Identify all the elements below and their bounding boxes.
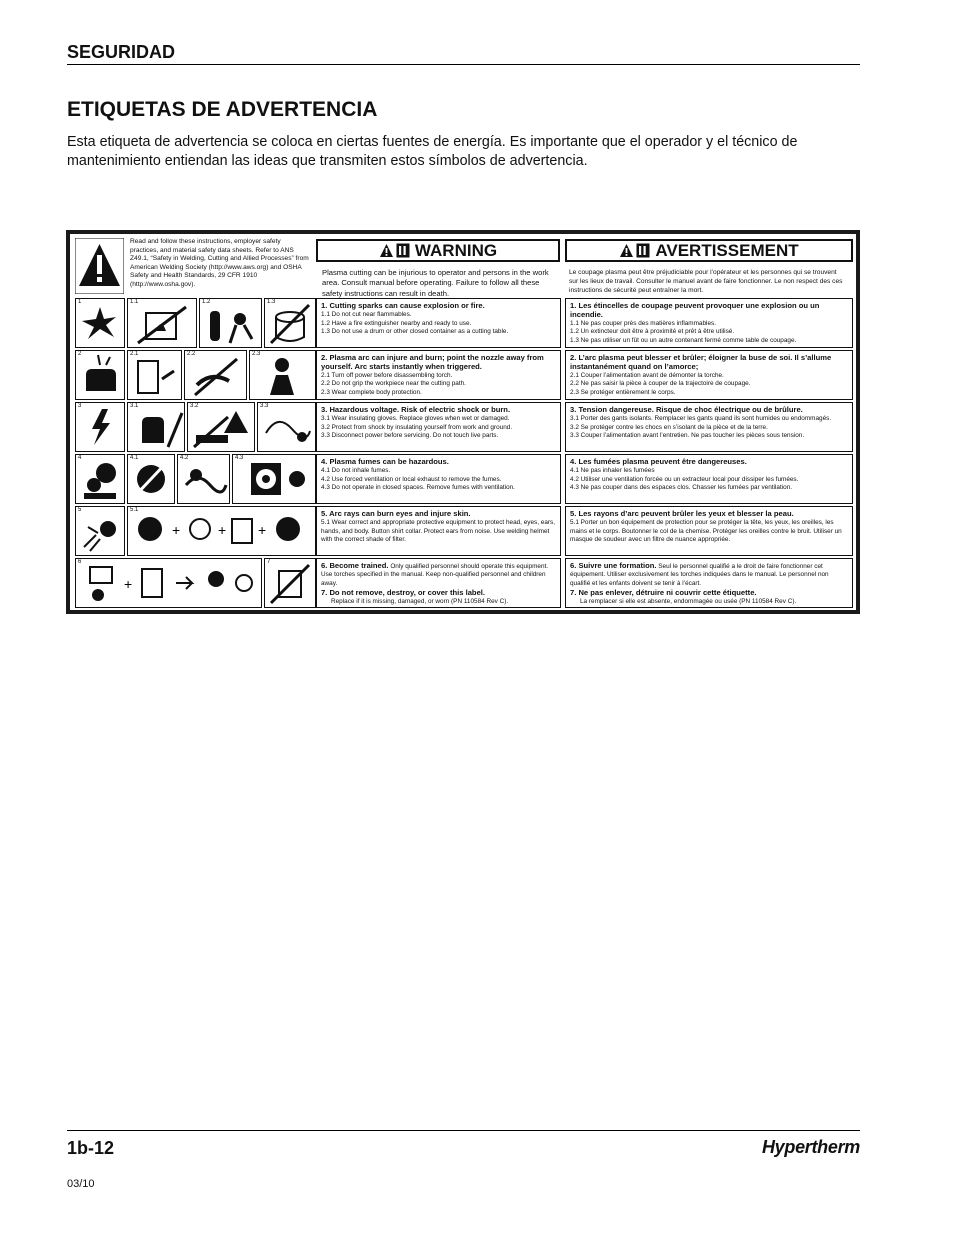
ventilation-icon <box>178 455 229 503</box>
warning-banner <box>316 239 560 262</box>
en-row-6: 6. Become trained. Only qualified personnel should operate this equipment. Use torches specified in the manual. Keep non-qualified personnel and children away. 7. Do not remove, destroy, or cover this label. Replace if it is missing, damaged, or worn (PN 110584 Rev C). <box>316 558 561 608</box>
no-remove-label-icon <box>265 559 315 607</box>
page-title: ETIQUETAS DE ADVERTENCIA <box>67 98 378 121</box>
en-row-4: 4. Plasma fumes can be hazardous. 4.1 Do not inhale fumes. 4.2 Use forced ventilation or local exhaust to remove the fumes. 4.3 Do not operate in closed spaces. Remove fumes with ventilation. <box>316 454 561 504</box>
pictogram-cell: 2.2 <box>184 350 247 400</box>
en-row-2: 2. Plasma arc can injure and burn; point the nozzle away from yourself. Arc starts instantly when triggered. 2.1 Turn off power before disassembling torch. 2.2 Do not grip the workpiece near the cutting path. 2.3 Wear complete body protection. <box>316 350 561 400</box>
brand-logo: Hypertherm <box>761 1137 860 1157</box>
pictogram-cell: 3.2 <box>187 402 255 452</box>
no-inhale-icon <box>128 455 174 503</box>
pictogram-row-6 <box>75 558 317 608</box>
protective-equipment-icon <box>128 507 315 555</box>
pictogram-cell: 1.2 <box>199 298 262 348</box>
explosion-icon <box>76 299 124 347</box>
fire-extinguisher-icon <box>200 299 261 347</box>
avertissement-symbols-icon <box>619 243 650 258</box>
pictogram-cell: 4.1 <box>127 454 175 504</box>
no-drum-icon <box>265 299 315 347</box>
header-rule <box>67 64 860 65</box>
arc-rays-icon <box>76 507 124 555</box>
pictogram-row-2 <box>75 350 317 400</box>
pictogram-cell: 5.1 + + + <box>127 506 316 556</box>
warning-triangle-icon <box>75 238 124 294</box>
no-grip-icon <box>185 351 246 399</box>
fr-row-1: 1. Les étincelles de coupage peuvent provoquer une explosion ou un incendie. 1.1 Ne pas couper près des matières inflammables. 1.2 Un extincteur doit être à proximité et prêt à être utilisé. 1.3 Ne pas utiliser un fût ou un autre contenant fermé comme table de coupage. <box>565 298 853 348</box>
label-intro-text: Read and follow these instructions, employer safety practices, and material safety data sheets. Refer to ANS Z49.1, “Safety in Welding, Cutting and Allied Processes” from American Welding Society (http://www.aws.org) and OSHA Safety and Health Standards, 29 CFR 1910 (http://www.osha.gov). <box>130 238 309 288</box>
pictogram-row-1 <box>75 298 317 348</box>
pictogram-cell: 6 + <box>75 558 262 608</box>
pictogram-row-3 <box>75 402 317 452</box>
warning-symbols-icon <box>379 243 410 258</box>
disconnect-icon <box>258 403 315 451</box>
warning-banner-text: WARNING <box>414 240 498 260</box>
pictogram-cell: 3.3 <box>257 402 316 452</box>
svg-text:+: + <box>258 522 267 538</box>
svg-text:+: + <box>172 522 181 538</box>
fr-row-6: 6. Suivre une formation. Seul le personnel qualifié a le droit de faire fonctionner cet équipement. Utiliser exclusivement les torches indiquées dans le manual. Le personnel non qualifié et les enfants doivent se tenir à l’écart. 7. Ne pas enlever, détruire ni couvrir cette étiquette. La remplacer si elle est absente, endommagée ou usée (PN 110584 Rev C). <box>565 558 853 608</box>
insulate-icon <box>188 403 254 451</box>
pictogram-cell: 4 <box>75 454 125 504</box>
fumes-icon <box>76 455 124 503</box>
pictogram-cell: 2 <box>75 350 125 400</box>
fr-row-2: 2. L’arc plasma peut blesser et brûler; éloigner la buse de soi. Il s’allume instantanément quand on l’amorce; 2.1 Couper l’alimentation avant de démonter la torche. 2.2 Ne pas saisir la pièce à couper de la trajectoire de coupage. 2.3 Se protéger entièrement le corps. <box>565 350 853 400</box>
en-lead-text: Plasma cutting can be injurious to operator and persons in the work area. Consult manual before operating. Failure to follow all these safety instructions can result in death. <box>322 268 549 298</box>
pictogram-cell: 5 <box>75 506 125 556</box>
svg-text:+: + <box>124 576 133 592</box>
pictogram-cell: 1 <box>75 298 125 348</box>
fr-row-4: 4. Les fumées plasma peuvent être dangereuses. 4.1 Ne pas inhaler les fumées 4.2 Utiliser une ventilation forcée ou un extracteur local pour dissiper les fumées. 4.3 Ne pas couper dans des espaces clos. Chasser les fumées par ventilation. <box>565 454 853 504</box>
hand-burn-icon <box>76 351 124 399</box>
page-number: 1b-12 <box>67 1138 115 1158</box>
svg-text:+: + <box>218 522 227 538</box>
pictogram-cell: 4.3 <box>232 454 316 504</box>
en-row-3: 3. Hazardous voltage. Risk of electric shock or burn. 3.1 Wear insulating gloves. Replace gloves when wet or damaged. 3.2 Protect from shock by insulating yourself from work and ground. 3.3 Disconnect power before servicing. Do not touch live parts. <box>316 402 561 452</box>
pictogram-row-5 <box>75 506 317 556</box>
body-protection-icon <box>250 351 315 399</box>
training-icon <box>76 559 261 607</box>
pictogram-cell: 1.3 <box>264 298 316 348</box>
en-row-5: 5. Arc rays can burn eyes and injure skin. 5.1 Wear correct and appropriate protective equipment to protect head, eyes, ears, hands, and body. Button shirt collar. Protect ears from noise. Use welding helmet with the correct shade of filter. <box>316 506 561 556</box>
avertissement-banner <box>565 239 853 262</box>
pictogram-cell: 2.1 <box>127 350 182 400</box>
pictogram-cell: 3.1 <box>127 402 185 452</box>
exhaust-fan-icon <box>233 455 315 503</box>
fr-row-5: 5. Les rayons d’arc peuvent brûler les yeux et blesser la peau. 5.1 Porter un bon équipement de protection pour se protéger la tête, les yeux, les oreilles, les mains et le corps. Boutonner le col de la chemise. Protéger les oreilles contre le bruit. Utiliser un masque de soudeur avec un filtre de nuance appropriée. <box>565 506 853 556</box>
electric-shock-icon <box>76 403 124 451</box>
warning-label-inner <box>70 234 856 610</box>
pictogram-cell: 1.1 <box>127 298 197 348</box>
revision-date: 03/10 <box>67 1178 95 1190</box>
pictogram-cell: 3 <box>75 402 125 452</box>
gloves-icon <box>128 403 184 451</box>
warning-label <box>66 230 860 614</box>
section-title: SEGURIDAD <box>67 42 176 62</box>
footer-rule <box>67 1130 860 1131</box>
power-off-icon <box>128 351 181 399</box>
pictogram-cell: 4.2 <box>177 454 230 504</box>
fr-row-3: 3. Tension dangereuse. Risque de choc électrique ou de brûlure. 3.1 Porter des gants isolants. Remplacer les gants quand ils sont humides ou endommagés. 3.2 Se protéger contre les chocs en s’isolant de la pièce et de la terre. 3.3 Couper l’alimentation avant l’entretien. Ne pas toucher les pièces sous tension. <box>565 402 853 452</box>
avertissement-banner-text: AVERTISSEMENT <box>655 240 799 260</box>
fr-lead-text: Le coupage plasma peut être préjudiciable pour l’opérateur et les personnes qui se trouvent sur les lieux de travail. Consulter le manuel avant de faire fonctionner. Le non respect des ces instructions de sécurité peut entraîner la mort. <box>569 269 843 294</box>
intro-paragraph: Esta etiqueta de advertencia se coloca en ciertas fuentes de energía. Es importante que el operador y el técnico de mantenimiento entiendan las ideas que transmiten estos símbolos de advertencia. <box>67 134 798 169</box>
en-row-1: 1. Cutting sparks can cause explosion or fire. 1.1 Do not cut near flammables. 1.2 Have a fire extinguisher nearby and ready to use. 1.3 Do not use a drum or other closed container as a cutting table. <box>316 298 561 348</box>
pictogram-cell: 7 <box>264 558 316 608</box>
pictogram-row-4 <box>75 454 317 504</box>
no-flammables-icon <box>128 299 196 347</box>
pictogram-cell: 2.3 <box>249 350 316 400</box>
